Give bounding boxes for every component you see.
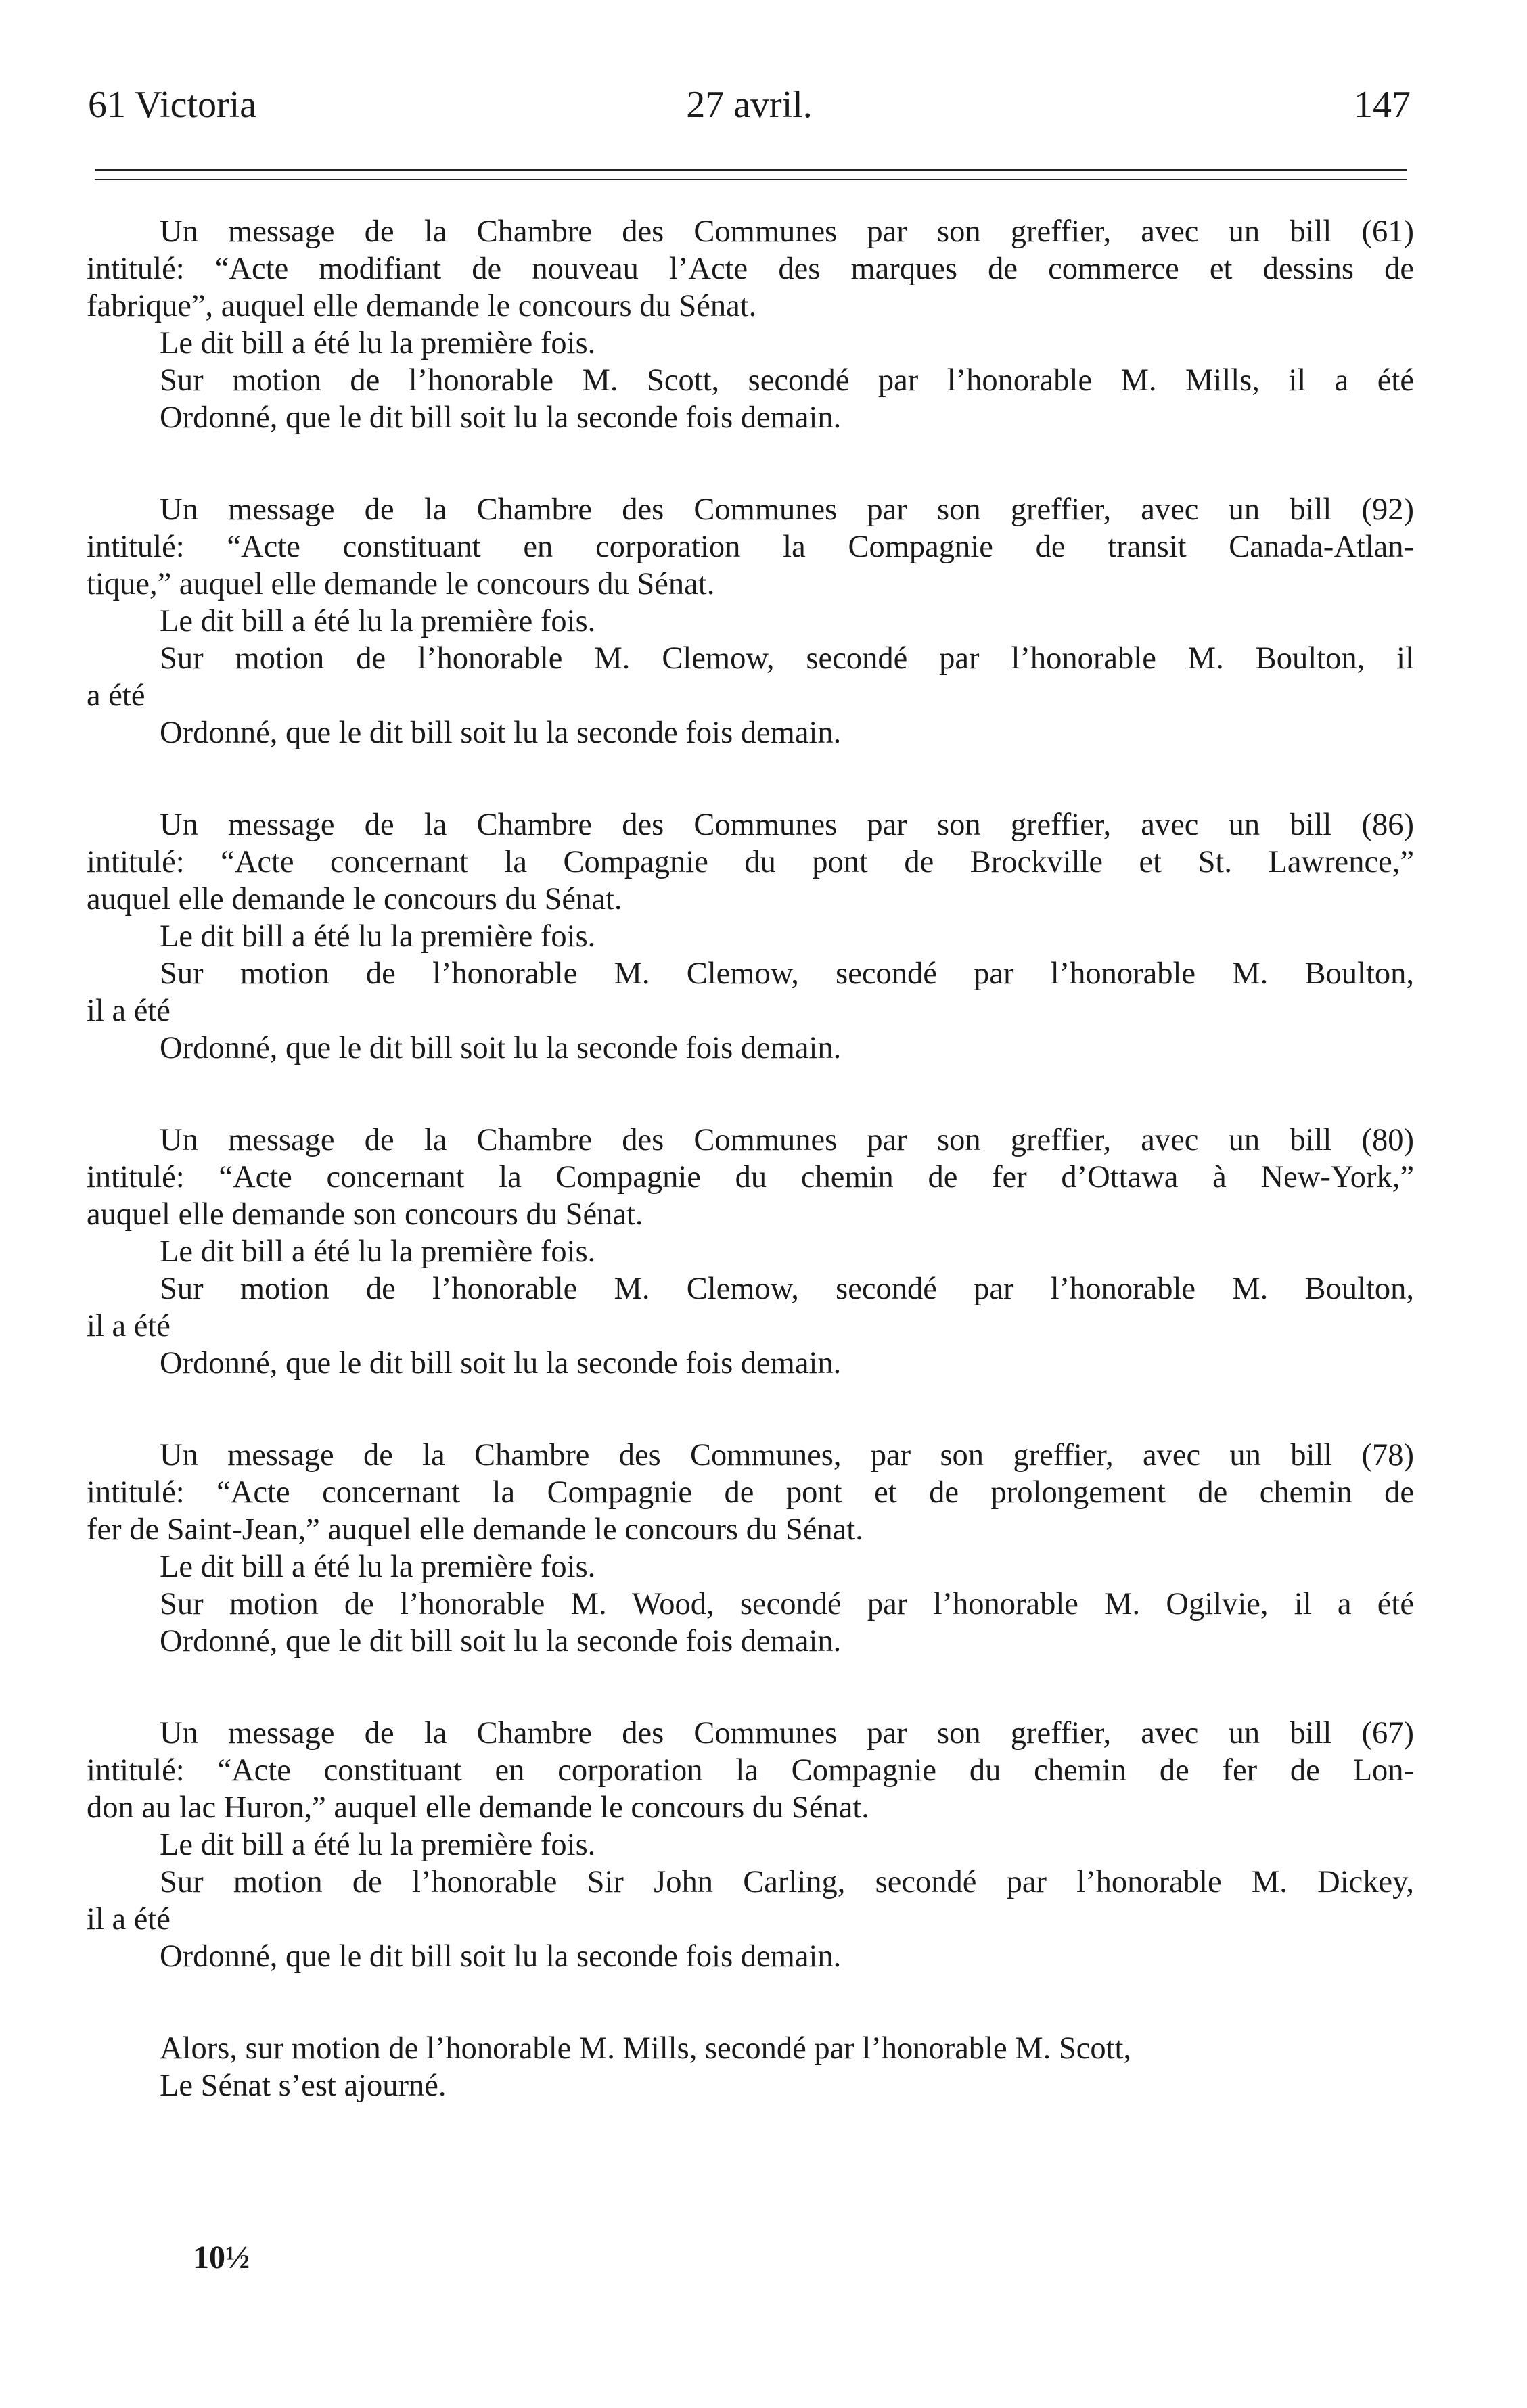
entry-line: il a été (87, 994, 170, 1028)
entry-line: intitulé: “Acte concernant la Compagnie du chemin de fer d’Ottawa à New-York,” (87, 1160, 1414, 1195)
entry-line: il a été (87, 1902, 170, 1937)
entry-line: Sur motion de l’honorable M. Wood, secondé par l’honorable M. Ogilvie, il a été (160, 1587, 1414, 1621)
entry-line: auquel elle demande le concours du Sénat. (87, 882, 622, 917)
entry-line: Un message de la Chambre des Communes par son greffier, avec un bill (86) (160, 808, 1414, 842)
entry-line: tique,” auquel elle demande le concours du Sénat. (87, 567, 715, 601)
entry-line: Sur motion de l’honorable Sir John Carling, secondé par l’honorable M. Dickey, (160, 1865, 1414, 1899)
entry-line: intitulé: “Acte modifiant de nouveau l’Acte des marques de commerce et dessins de (87, 252, 1414, 286)
page-header (88, 74, 1411, 135)
entry-line: Le dit bill a été lu la première fois. (160, 919, 596, 954)
header-session: 61 Victoria (88, 84, 257, 126)
entry-line: don au lac Huron,” auquel elle demande le concours du Sénat. (87, 1790, 869, 1825)
entry-line: Ordonné, que le dit bill soit lu la seconde fois demain. (160, 1624, 842, 1659)
header-rule (95, 169, 1407, 171)
journal-entry (87, 1121, 1414, 1382)
entry-line: Ordonné, que le dit bill soit lu la seconde fois demain. (160, 716, 842, 750)
journal-entry (87, 1437, 1414, 1660)
entry-line: Ordonné, que le dit bill soit lu la seconde fois demain. (160, 400, 842, 435)
adjournment-entry (87, 2030, 1414, 2104)
entry-line: Le Sénat s’est ajourné. (160, 2068, 447, 2103)
entry-line: Le dit bill a été lu la première fois. (160, 1828, 596, 1862)
journal-entry (87, 806, 1414, 1067)
entry-line: intitulé: “Acte constituant en corporation la Compagnie de transit Canada-Atlan- (87, 530, 1414, 564)
entry-line: Ordonné, que le dit bill soit lu la seconde fois demain. (160, 1346, 842, 1381)
entry-line: Le dit bill a été lu la première fois. (160, 604, 596, 639)
journal-body (87, 213, 1414, 2104)
entry-line: il a été (87, 1309, 170, 1343)
entry-line: fer de Saint-Jean,” auquel elle demande le concours du Sénat. (87, 1512, 863, 1547)
entry-line: Ordonné, que le dit bill soit lu la seconde fois demain. (160, 1031, 842, 1065)
entry-line: Un message de la Chambre des Communes par son greffier, avec un bill (80) (160, 1123, 1414, 1157)
entry-line: fabrique”, auquel elle demande le concours du Sénat. (87, 289, 757, 323)
entry-line: Le dit bill a été lu la première fois. (160, 326, 596, 361)
entry-line: intitulé: “Acte constituant en corporation la Compagnie du chemin de fer de Lon- (87, 1753, 1414, 1788)
journal-entry (87, 491, 1414, 751)
entry-line: a été (87, 678, 145, 713)
entry-line: Sur motion de l’honorable M. Clemow, secondé par l’honorable M. Boulton, (160, 1272, 1414, 1306)
entry-line: Un message de la Chambre des Communes, par son greffier, avec un bill (78) (160, 1438, 1414, 1473)
entry-line: Le dit bill a été lu la première fois. (160, 1550, 596, 1584)
journal-entry (87, 1715, 1414, 1975)
entry-line: intitulé: “Acte concernant la Compagnie de pont et de prolongement de chemin de (87, 1475, 1414, 1510)
entry-line: Un message de la Chambre des Communes par son greffier, avec un bill (67) (160, 1716, 1414, 1751)
entry-line: Le dit bill a été lu la première fois. (160, 1234, 596, 1269)
entry-line: Ordonné, que le dit bill soit lu la seconde fois demain. (160, 1939, 842, 1974)
header-date: 27 avril. (686, 84, 813, 126)
entry-line: Sur motion de l’honorable M. Clemow, secondé par l’honorable M. Boulton, il (160, 641, 1414, 676)
signature-mark: 10½ (193, 2240, 250, 2275)
entry-line: Sur motion de l’honorable M. Clemow, secondé par l’honorable M. Boulton, (160, 956, 1414, 991)
entry-line: Sur motion de l’honorable M. Scott, secondé par l’honorable M. Mills, il a été (160, 363, 1414, 398)
entry-line: Un message de la Chambre des Communes par son greffier, avec un bill (61) (160, 214, 1414, 249)
entry-line: Alors, sur motion de l’honorable M. Mills, secondé par l’honorable M. Scott, (160, 2031, 1132, 2066)
entry-line: Un message de la Chambre des Communes par son greffier, avec un bill (92) (160, 492, 1414, 527)
header-rule-thin (95, 179, 1407, 180)
page-number: 147 (1354, 84, 1411, 126)
entry-line: auquel elle demande son concours du Sénat. (87, 1197, 643, 1232)
entry-line: intitulé: “Acte concernant la Compagnie du pont de Brockville et St. Lawrence,” (87, 845, 1414, 879)
journal-entry (87, 213, 1414, 436)
